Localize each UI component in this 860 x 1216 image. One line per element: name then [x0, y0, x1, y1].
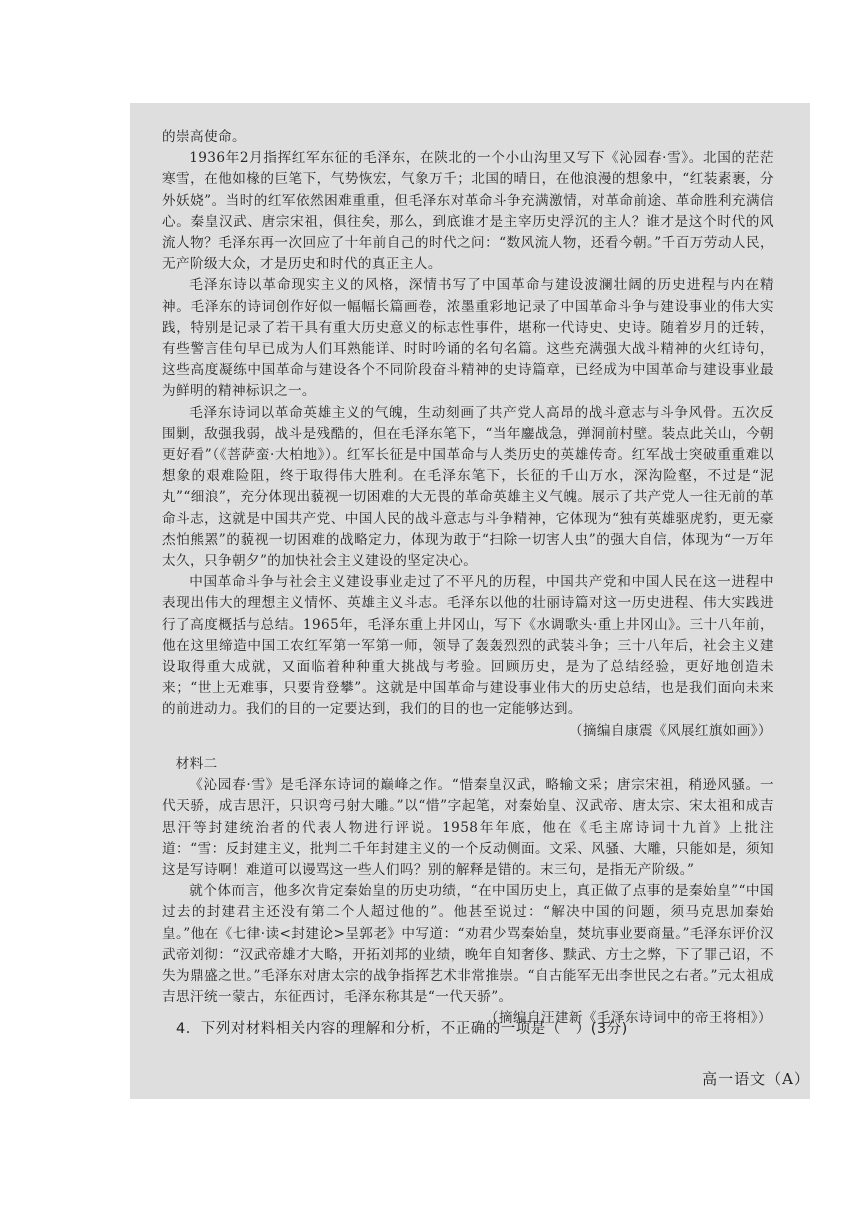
paragraph: 1936年2月指挥红军东征的毛泽东，在陕北的一个小山沟里又写下《沁园春·雪》。北国的茫茫寒雪，在他如椽的巨笔下，气势恢宏，气象万千；北国的晴日，在他浪漫的想象中，“红装素裹，分外妖娆”。当时的红军依然困难重重，但毛泽东对革命斗争充满激情，对革命前途、革命胜利充满信心。秦皇汉武、唐宗宋祖，俱往矣，那么，到底谁才是主宰历史浮沉的主人？谁才是这个时代的风流人物？毛泽东再一次回应了十年前自己的时代之问：“数风流人物，还看今朝。”千百万劳动人民，无产阶级大众，才是历史和时代的真正主人。	[162, 150, 774, 273]
paragraph: 的崇高使命。	[162, 129, 246, 145]
paragraph: 《沁园春·雪》是毛泽东诗词的巅峰之作。“惜秦皇汉武，略输文采；唐宗宋祖，稍逊风骚。一代天骄，成吉思汗，只识弯弓射大雕。”以“惜”字起笔，对秦始皇、汉武帝、唐太宗、宋太祖和成吉思汗等封建统治者的代表人物进行评说。1958年年底，他在《毛主席诗词十九首》上批注道：“雪：反封建主义，批判二千年封建主义的一个反动侧面。文采、风骚、大雕，只能如是，须知这是写诗啊！难道可以谩骂这一些人们吗？别的解释是错的。末三句，是指无产阶级。”	[162, 777, 774, 878]
source-citation-1: （摘编自康震《风展红旗如画》）	[568, 722, 772, 739]
scanned-page-photo	[130, 103, 810, 1099]
page-body	[162, 127, 774, 1030]
paragraph: 毛泽东诗词以革命英雄主义的气魄，生动刻画了共产党人高昂的战斗意志与斗争风骨。五次反围剿，敌强我弱，战斗是残酷的，但在毛泽东笔下，“当年鏖战急，弹洞前村壁。装点此关山，今朝更好看”（《菩萨蛮·大柏地》）。红军长征是中国革命与人类历史的英雄传奇。红军战士突破重重难以想象的艰难险阻，终于取得伟大胜利。在毛泽东笔下，长征的千山万水，深沟险壑，不过是“泥丸”“细浪”，充分体现出藐视一切困难的大无畏的革命英雄主义气魄。展示了共产党人一往无前的革命斗志，这就是中国共产党、中国人民的战斗意志与斗争精神，它体现为“独有英雄驱虎豹，更无豪杰怕熊罴”的藐视一切困难的战略定力，体现为敢于“扫除一切害人虫”的强大自信，体现为“一万年太久，只争朝夕”的加快社会主义建设的坚定决心。	[162, 404, 774, 570]
paragraph: 中国革命斗争与社会主义建设事业走过了不平凡的历程，中国共产党和中国人民在这一进程中表现出伟大的理想主义情怀、英雄主义斗志。毛泽东以他的壮丽诗篇对这一历史进程、伟大实践进行了高度概括与总结。1965年，毛泽东重上井冈山，写下《水调歌头·重上井冈山》。三十八年前，他在这里缔造中国工农红军第一军第一师，领导了轰轰烈烈的武装斗争；三十八年后，社会主义建设取得重大成就，又面临着种种重大挑战与考验。回顾历史，是为了总结经验，更好地创造未来；“世上无难事，只要肯登攀”。这就是中国革命与建设事业伟大的历史总结，也是我们面向未来的前进动力。我们的目的一定要达到，我们的目的也一定能够达到。	[162, 574, 774, 718]
source-citation-2: （摘编自汪建新《毛泽东诗词中的帝王将相》）	[484, 1010, 772, 1027]
material-2-heading: 材料二	[175, 755, 218, 772]
question-4: 4．下列对材料相关内容的理解和分析，不正确的一项是（ ）(3分)	[176, 1021, 628, 1037]
paragraph: 毛泽东诗以革命现实主义的风格，深情书写了中国革命与建设波澜壮阔的历史进程与内在精神。毛泽东的诗词创作好似一幅幅长篇画卷，浓墨重彩地记录了中国革命斗争与建设事业的伟大实践，特别是记录了若干具有重大历史意义的标志性事件，堪称一代诗史、史诗。随着岁月的迁转，有些警言佳句早已成为人们耳熟能详、时时吟诵的名句名篇。这些充满强大战斗精神的火红诗句，这些高度凝练中国革命与建设各个不同阶段奋斗精神的史诗篇章，已经成为中国革命与建设事业最为鲜明的精神标识之一。	[162, 277, 774, 400]
paragraph: 就个体而言，他多次肯定秦始皇的历史功绩，“在中国历史上，真正做了点事的是秦始皇”“中国过去的封建君主还没有第二个人超过他的”。他甚至说过：“解决中国的问题，须马克思加秦始皇。”他在《七律·读<封建论>呈郭老》中写道：“劝君少骂秦始皇，焚坑事业要商量。”毛泽东评价汉武帝刘彻：“汉武帝雄才大略，开拓刘邦的业绩，晚年自知奢侈、黩武、方士之弊，下了罪己诏，不失为鼎盛之世。”毛泽东对唐太宗的战争指挥艺术非常推崇。“自古能军无出李世民之右者。”元太祖成吉思汗统一蒙古，东征西讨，毛泽东称其是“一代天骄”。	[162, 883, 774, 1006]
footer-subject-label: 高一语文（A）	[702, 1070, 810, 1088]
